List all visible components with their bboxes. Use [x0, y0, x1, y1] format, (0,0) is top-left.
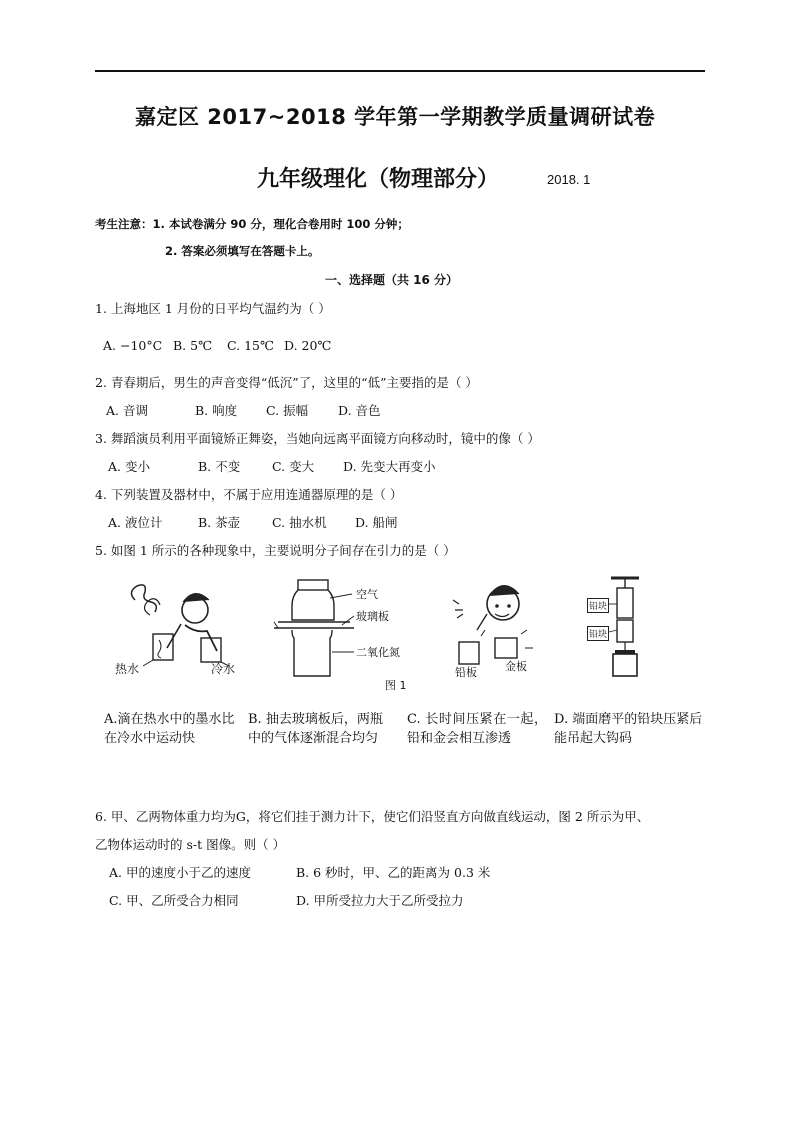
exam-date: 2018. 1: [547, 172, 591, 187]
figure-1-panel-a: [115, 580, 245, 680]
figure-1-label: 图 1: [385, 679, 407, 692]
caption-c: C. 长时间压紧在一起，铅和金会相互渗透: [407, 712, 547, 746]
question-6-stem-line-2: 乙物体运动时的 s-t 图像。则（ ）: [95, 837, 286, 852]
option-c: C. 振幅: [266, 403, 309, 418]
caption-d: D. 端面磨平的铅块压紧后能吊起大钩码: [554, 712, 703, 746]
label-lead-block-top: 铅块: [587, 598, 609, 613]
figure-1-panel-c: [445, 578, 555, 678]
option-a: A. 甲的速度小于乙的速度: [109, 865, 251, 880]
label-lead-block-bottom: 铅块: [587, 626, 609, 641]
header-rule: [95, 70, 705, 72]
label-nitrogen-dioxide: 二氧化氮: [356, 646, 400, 659]
question-1-stem: 1. 上海地区 1 月份的日平均气温约为（ ）: [95, 301, 331, 316]
question-5-stem: 5. 如图 1 所示的各种现象中，主要说明分子间存在引力的是（ ）: [95, 543, 456, 558]
option-c: C. 抽水机: [272, 515, 327, 530]
note-line-1: 考生注意：1. 本试卷满分 90 分，理化合卷用时 100 分钟；: [95, 217, 409, 231]
label-hot-water: 热水: [115, 662, 140, 676]
option-a: A. −10°C: [103, 338, 163, 353]
metal-diffusion-illustration: [445, 578, 555, 678]
option-a: A. 音调: [106, 403, 148, 418]
question-2-stem: 2. 青春期后，男生的声音变得“低沉”了，这里的“低”主要指的是（ ）: [95, 375, 478, 390]
gas-diffusion-illustration: [270, 578, 410, 688]
option-d: D. 船闸: [355, 515, 398, 530]
caption-a: A.滴在热水中的墨水比在冷水中运动快: [104, 712, 235, 746]
caption-b: B. 抽去玻璃板后，两瓶中的气体逐渐混合均匀: [248, 712, 383, 746]
option-d: D. 甲所受拉力大于乙所受拉力: [296, 893, 464, 908]
question-4-stem: 4. 下列装置及器材中，不属于应用连通器原理的是（ ）: [95, 487, 403, 502]
option-b: B. 6 秒时，甲、乙的距离为 0.3 米: [296, 865, 491, 880]
option-d: D. 音色: [338, 403, 381, 418]
section-heading: 一、选择题（共 16 分）: [325, 273, 459, 287]
option-c: C. 15℃: [227, 338, 274, 353]
option-a: A. 液位计: [108, 515, 163, 530]
option-b: B. 响度: [195, 403, 238, 418]
question-3-stem: 3. 舞蹈演员利用平面镜矫正舞姿，当她向远离平面镜方向移动时，镜中的像（ ）: [95, 431, 540, 446]
note-line-2: 2. 答案必须填写在答题卡上。: [165, 244, 320, 258]
figure-1-panel-d: [585, 574, 675, 684]
option-b: B. 不变: [198, 459, 241, 474]
option-d: D. 先变大再变小: [343, 459, 436, 474]
question-6-stem-line-1: 6. 甲、乙两物体重力均为G，将它们挂于测力计下，使它们沿竖直方向做直线运动，图 2 所示为甲、: [95, 809, 650, 824]
option-c: C. 甲、乙所受合力相同: [109, 893, 239, 908]
option-c: C. 变大: [272, 459, 315, 474]
label-air: 空气: [356, 588, 378, 601]
option-b: B. 5℃: [173, 338, 213, 353]
figure-1-panel-b: [270, 578, 410, 688]
label-gold-plate: 金板: [505, 660, 527, 673]
exam-title: 嘉定区 2017~2018 学年第一学期教学质量调研试卷: [135, 105, 656, 129]
label-lead-plate: 铅板: [455, 666, 477, 679]
option-a: A. 变小: [108, 459, 150, 474]
label-glass-plate: 玻璃板: [356, 610, 389, 623]
label-cold-water: 冷水: [211, 662, 236, 676]
option-d: D. 20℃: [284, 338, 332, 353]
exam-subtitle: 九年级理化（物理部分）: [257, 167, 500, 192]
option-b: B. 茶壶: [198, 515, 241, 530]
